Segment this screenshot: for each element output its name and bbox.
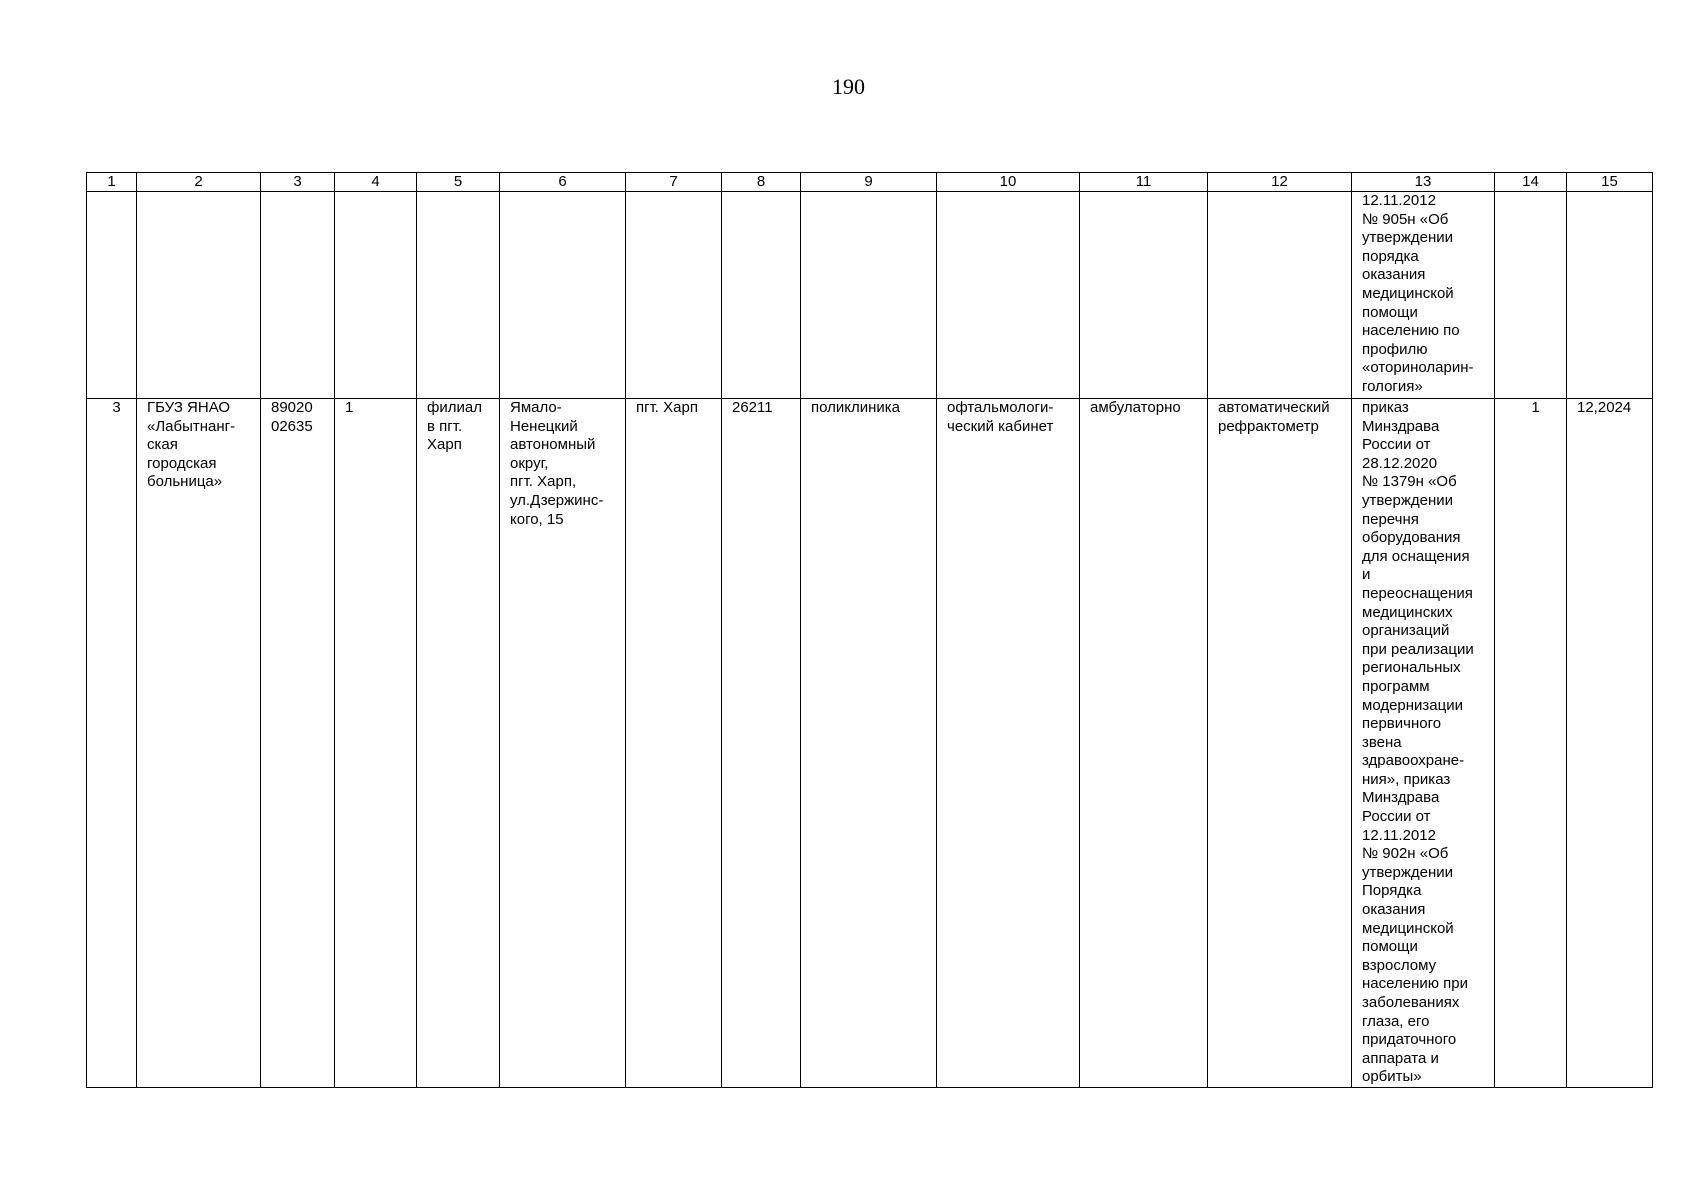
column-header: 14 (1495, 173, 1567, 192)
column-header: 13 (1352, 173, 1495, 192)
table-cell (417, 192, 500, 399)
care-form-cell: амбулаторно (1080, 399, 1208, 1088)
table-cell (722, 192, 801, 399)
column-header: 12 (1208, 173, 1352, 192)
table-cell (87, 192, 137, 399)
table-cell (1080, 192, 1208, 399)
column-header: 2 (137, 173, 261, 192)
table-cell (137, 192, 261, 399)
column-header: 3 (261, 173, 335, 192)
row-number-cell: 3 (87, 399, 137, 1088)
branch-cell: филиал в пгт. Харп (417, 399, 500, 1088)
column-header: 4 (335, 173, 417, 192)
regulation-cell: приказ Минздрава России от 28.12.2020 № 1379н «Об утверждении перечня оборудования для оснащения и переоснащения медицинских организаций при реализации региональных программ модернизации первичного звена здравоохране- ния», приказ Минздрава России от 12.11.2012 № 902н «Об утверждении Порядка оказания медицинской помощи взрослому населению при заболеваниях глаза, его придаточного аппарата и орбиты» (1352, 399, 1495, 1088)
table-cell (1495, 192, 1567, 399)
address-cell: Ямало- Ненецкий автономный округ, пгт. Харп, ул.Дзержинс- кого, 15 (500, 399, 626, 1088)
page-number: 190 (832, 74, 865, 99)
column-header: 15 (1567, 173, 1653, 192)
department-cell: офтальмологи- ческий кабинет (937, 399, 1080, 1088)
table-row-continuation (87, 192, 1653, 399)
column-header: 7 (626, 173, 722, 192)
table-cell (801, 192, 937, 399)
column-4-cell: 1 (335, 399, 417, 1088)
equipment-cell: автоматический рефрактометр (1208, 399, 1352, 1088)
organization-cell: ГБУЗ ЯНАО «Лабытнанг- ская городская больница» (137, 399, 261, 1088)
quantity-cell: 1 (1495, 399, 1567, 1088)
table-cell (1567, 192, 1653, 399)
column-header: 1 (87, 173, 137, 192)
regulation-cell: 12.11.2012 № 905н «Об утверждении порядка оказания медицинской помощи населению по профилю «оториноларин- гология» (1352, 192, 1495, 399)
code-cell: 26211 (722, 399, 801, 1088)
table-cell (937, 192, 1080, 399)
column-header: 6 (500, 173, 626, 192)
table-row (87, 399, 1653, 1088)
inn-cell: 89020 02635 (261, 399, 335, 1088)
column-header: 8 (722, 173, 801, 192)
column-header: 5 (417, 173, 500, 192)
table-cell (335, 192, 417, 399)
column-header: 11 (1080, 173, 1208, 192)
locality-cell: пгт. Харп (626, 399, 722, 1088)
table-cell (261, 192, 335, 399)
table-cell (626, 192, 722, 399)
column-header: 9 (801, 173, 937, 192)
column-number-row (87, 173, 1653, 192)
table-cell (500, 192, 626, 399)
equipment-table (86, 172, 1653, 1088)
date-cell: 12,2024 (1567, 399, 1653, 1088)
unit-type-cell: поликлиника (801, 399, 937, 1088)
column-header: 10 (937, 173, 1080, 192)
table-cell (1208, 192, 1352, 399)
